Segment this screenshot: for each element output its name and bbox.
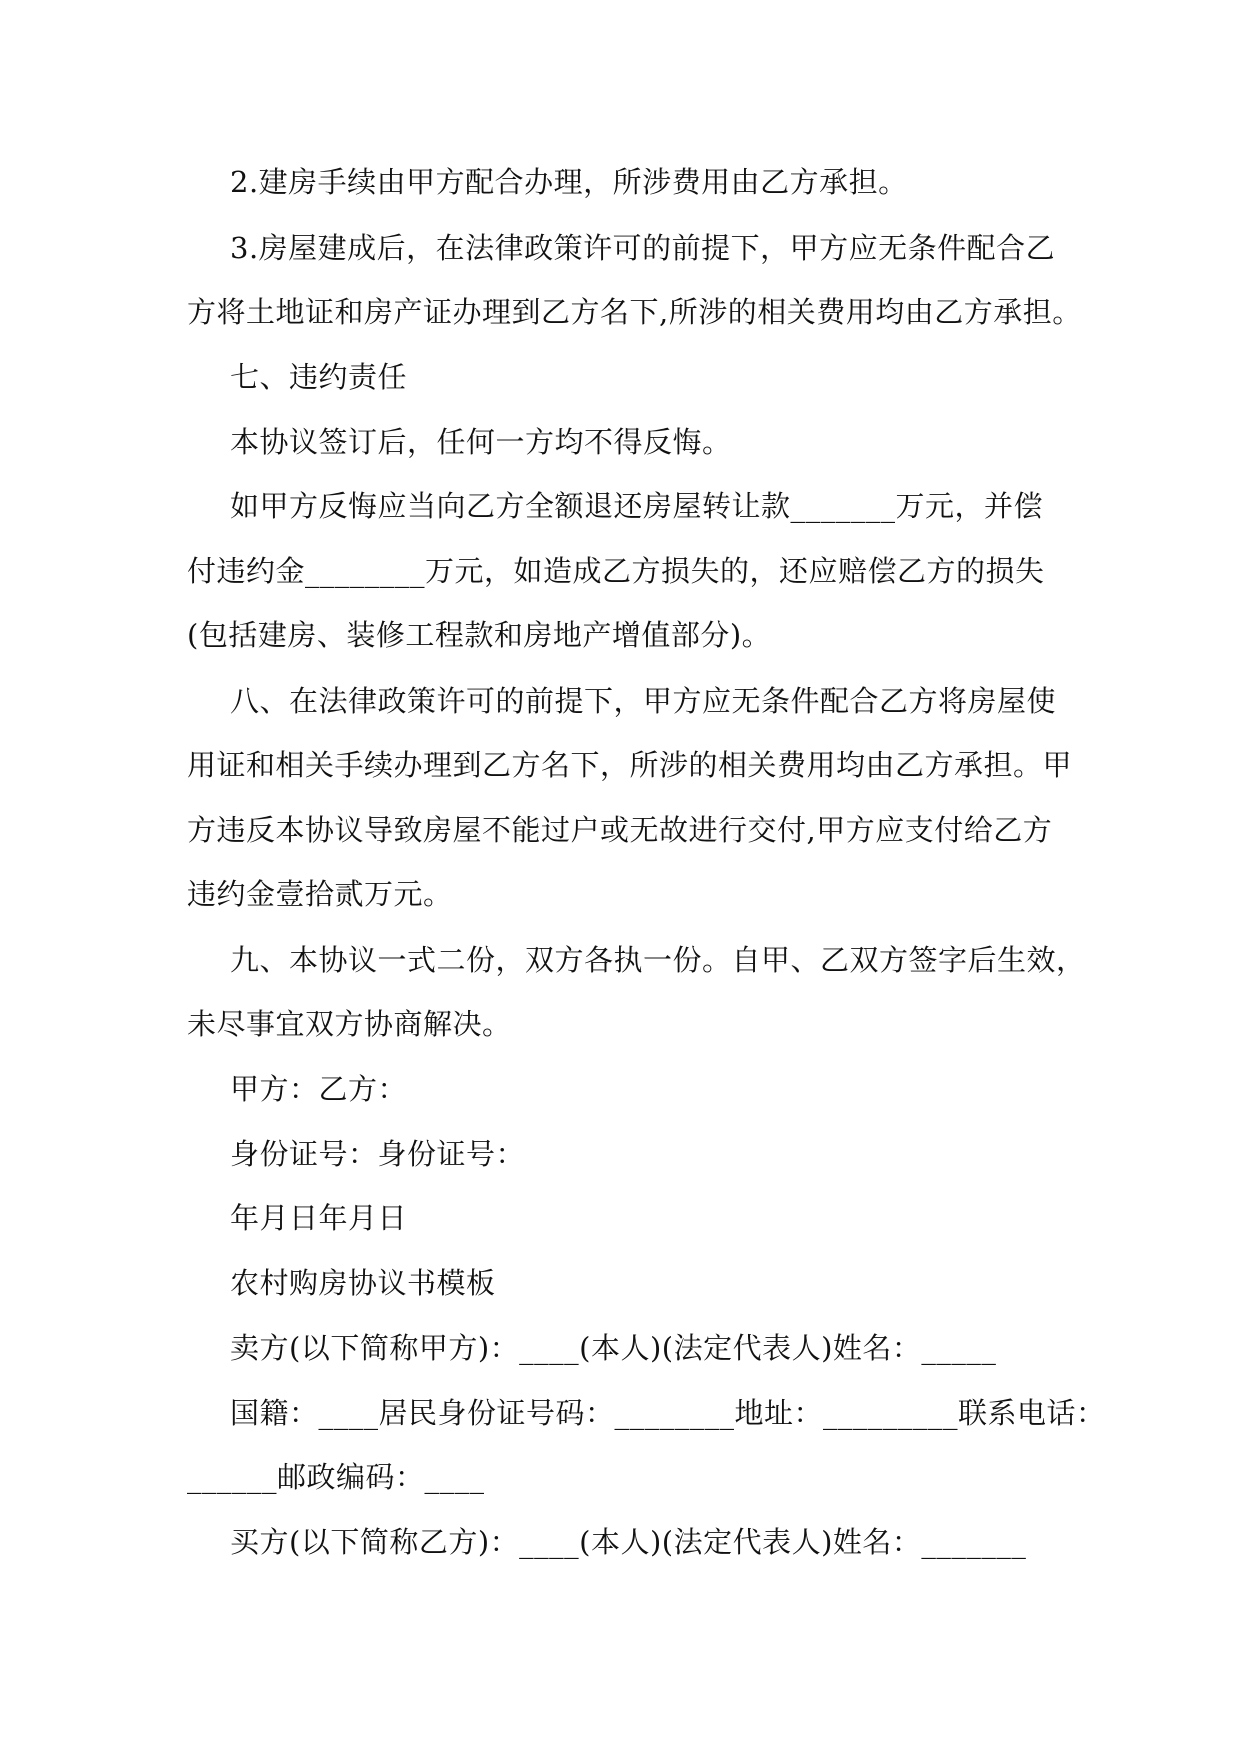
signature-date-line: 年月日年月日 [230, 1201, 408, 1235]
paragraph-line: 3.房屋建成后，在法律政策许可的前提下，甲方应无条件配合乙 [230, 231, 1056, 265]
seller-info-line: ______邮政编码：____ [187, 1460, 485, 1494]
seller-info-line: 卖方(以下简称甲方)：____(本人)(法定代表人)姓名：_____ [230, 1331, 997, 1365]
paragraph-line: 未尽事宜双方协商解决。 [187, 1007, 512, 1041]
buyer-info-line: 买方(以下简称乙方)：____(本人)(法定代表人)姓名：_______ [230, 1525, 1027, 1559]
paragraph-line: 如甲方反悔应当向乙方全额退还房屋转让款_______万元，并偿 [230, 489, 1044, 523]
document-title: 农村购房协议书模板 [230, 1266, 496, 1300]
paragraph-line: 本协议签订后，任何一方均不得反悔。 [230, 425, 732, 459]
section-heading: 七、违约责任 [230, 360, 408, 394]
paragraph-line: 用证和相关手续办理到乙方名下，所涉的相关费用均由乙方承担。甲 [187, 748, 1073, 782]
paragraph-line: 2.建房手续由甲方配合办理，所涉费用由乙方承担。 [230, 165, 908, 199]
seller-info-line: 国籍：____居民身份证号码：________地址：_________联系电话： [230, 1396, 1106, 1430]
paragraph-line: 方将土地证和房产证办理到乙方名下,所涉的相关费用均由乙方承担。 [187, 295, 1082, 329]
paragraph-line: 八、在法律政策许可的前提下，甲方应无条件配合乙方将房屋使 [230, 684, 1057, 718]
signature-party-line: 甲方：乙方： [230, 1072, 408, 1106]
paragraph-line: (包括建房、装修工程款和房地产增值部分)。 [187, 618, 772, 652]
paragraph-line: 付违约金________万元，如造成乙方损失的，还应赔偿乙方的损失 [187, 554, 1045, 588]
signature-id-line: 身份证号：身份证号： [230, 1137, 526, 1171]
paragraph-line: 违约金壹拾贰万元。 [187, 877, 453, 911]
paragraph-line: 九、本协议一式二份，双方各执一份。自甲、乙双方签字后生效， [230, 943, 1086, 977]
paragraph-line: 方违反本协议导致房屋不能过户或无故进行交付,甲方应支付给乙方 [187, 813, 1053, 847]
